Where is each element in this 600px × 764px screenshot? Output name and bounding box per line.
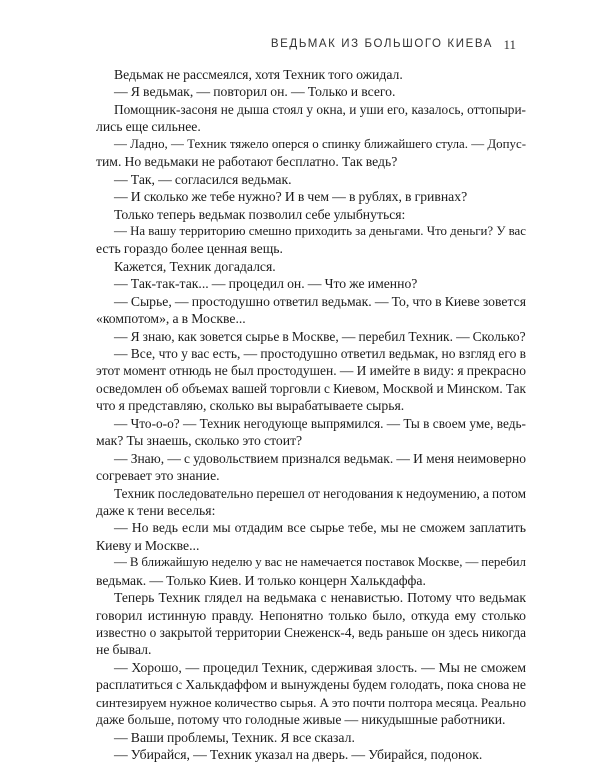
text-line: Помощник-засоня не дыша стоял у окна, и уши его, казалось, оттопыри- <box>114 101 526 117</box>
text-line: есть гораздо более ценная вещь. <box>96 241 283 257</box>
text-line: даже больше, потому что голодные живые — никудышные работники. <box>96 712 506 728</box>
text-line: — Что-о-о? — Техник негодующе выпрямился. — Ты в своем уме, ведь- <box>114 415 526 431</box>
text-line: не бывал. <box>96 642 152 658</box>
running-title: ВЕДЬМАК ИЗ БОЛЬШОГО КИЕВА <box>270 38 493 50</box>
text-line: — Сырье, — простодушно ответил ведьмак. — То, что в Киеве зовется <box>114 293 526 309</box>
text-line: известно о закрытой территории Снеженск-4, ведь раньше он здесь никогда <box>96 625 526 640</box>
body-text <box>96 66 526 764</box>
text-line: расплатиться с Халькдаффом и вынуждены будем голодать, пока снова не <box>96 677 526 693</box>
text-line: Только теперь ведьмак позволил себе улыбнуться: <box>114 206 406 222</box>
text-line: «компотом», а в Москве... <box>96 311 246 327</box>
text-line: Теперь Техник глядел на ведьмака с ненавистью. Потому что ведьмак <box>114 590 526 606</box>
text-line: — Я ведьмак, — повторил он. — Только и всего. <box>114 84 396 100</box>
text-line: лись еще сильнее. <box>96 119 201 135</box>
text-line: даже к тени веселья: <box>96 502 216 518</box>
text-line: — В ближайшую неделю у вас не намечается поставок Москве, — перебил <box>114 555 526 570</box>
text-line: что я представляю, сколько вы вырабатываете сырья. <box>96 398 405 414</box>
text-line: — И сколько же тебе нужно? И в чем — в рублях, в гривнах? <box>114 189 468 205</box>
text-line: — Так-так-так... — процедил он. — Что же именно? <box>114 276 418 292</box>
text-line: — Но ведь если мы отдадим все сырье тебе, мы не сможем заплатить <box>114 520 526 536</box>
text-line: Кажется, Техник догадался. <box>114 258 276 274</box>
text-line: ведьмак. — Только Киев. И только концерн Халькдаффа. <box>96 572 426 588</box>
text-line: осведомлен об объемах вашей торговли с Киевом, Москвой и Минском. Так <box>96 380 526 396</box>
running-header <box>0 38 600 52</box>
page-number: 11 <box>503 37 516 52</box>
text-line: — Знаю, — с удовольствием признался ведьмак. — И меня неимоверно <box>114 450 526 466</box>
text-line: — Так, — согласился ведьмак. <box>114 171 292 187</box>
text-line: Техник последовательно перешел от негодования к недоумению, а потом <box>114 485 526 501</box>
text-line: говорил истинную правду. Непонятно только было, откуда ему столько <box>96 607 526 623</box>
text-line: — Все, что у вас есть, — простодушно ответил ведьмак, но взгляд его в <box>114 346 526 361</box>
text-line: — Я знаю, как зовется сырье в Москве, — перебил Техник. — Сколько? <box>114 328 526 344</box>
text-line: Ведьмак не рассмеялся, хотя Техник того ожидал. <box>114 67 403 82</box>
text-line: тим. Но ведьмаки не работают бесплатно. Так ведь? <box>96 154 398 170</box>
text-line: мак? Ты знаешь, сколько это стоит? <box>96 433 303 449</box>
text-line: — Убирайся, — Техник указал на дверь. — Убирайся, подонок. <box>114 747 483 763</box>
text-line: — Ладно, — Техник тяжело оперся о спинку ближайшего стула. — Допус- <box>114 136 526 151</box>
text-line: — Ваши проблемы, Техник. Я все сказал. <box>114 729 355 745</box>
text-line: Киеву и Москве... <box>96 537 200 553</box>
text-line: — На вашу территорию смешно приходить за деньгами. Что деньги? У вас <box>114 223 526 238</box>
text-line: синтезируем нужное количество сырья. А это почти полтора месяца. Реально <box>96 694 526 710</box>
text-line: согревает это знание. <box>96 468 220 484</box>
text-line: этот момент отнюдь не был простодушен. — И имейте в виду: я прекрасно <box>96 363 526 379</box>
text-line: — Хорошо, — процедил Техник, сдерживая злость. — Мы не сможем <box>114 659 526 675</box>
